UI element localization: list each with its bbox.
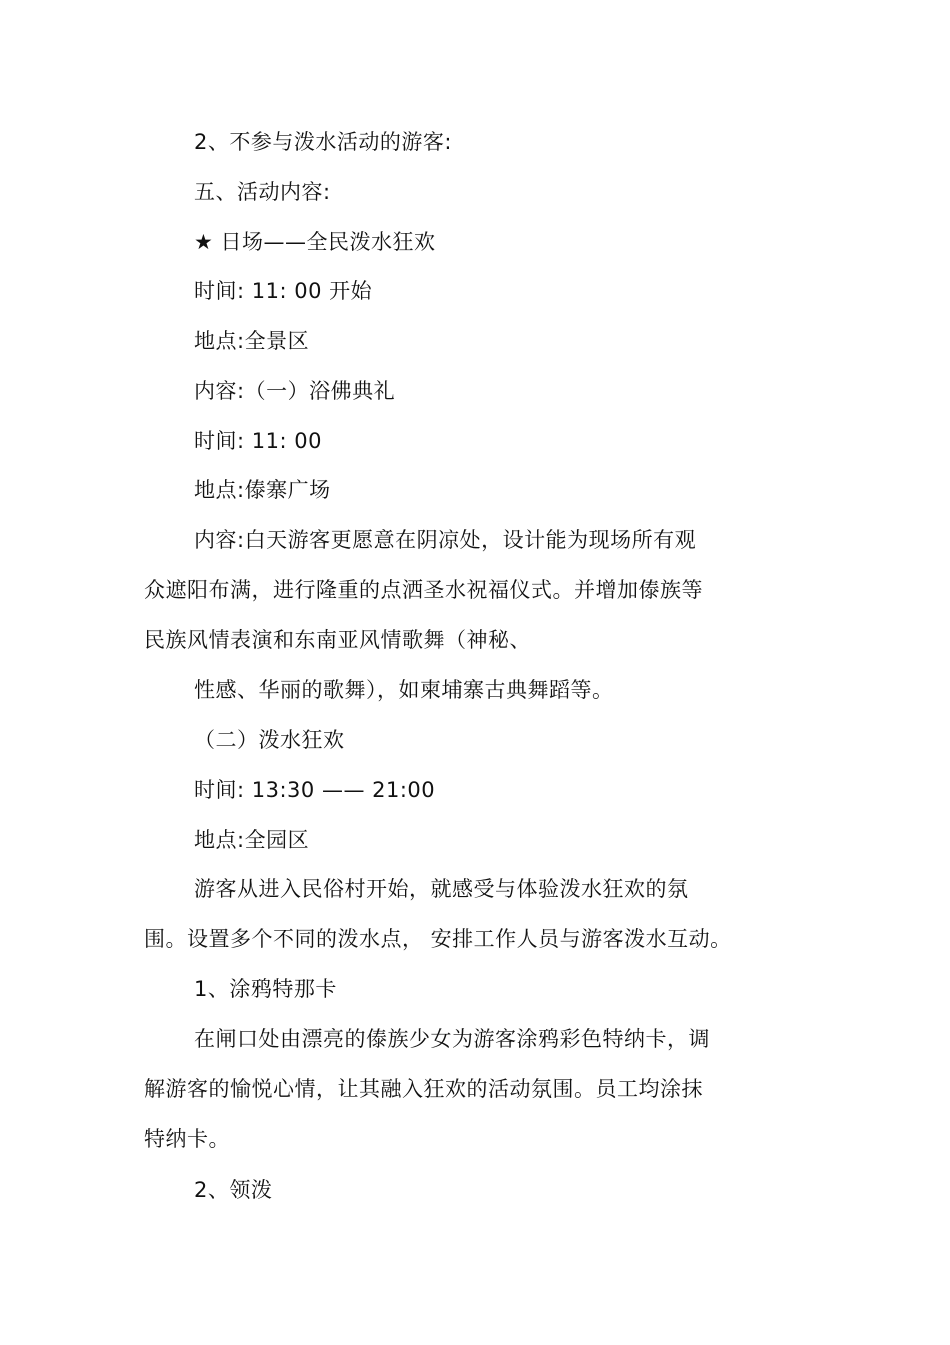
section-heading: 五、活动内容:	[194, 180, 331, 204]
text-line: 2、不参与泼水活动的游客:	[194, 130, 452, 154]
text-line: 1、涂鸦特那卡	[194, 977, 337, 1001]
text-line: 时间: 11: 00 开始	[194, 279, 373, 303]
text-line: ★ 日场——全民泼水狂欢	[194, 230, 436, 254]
text-line: 时间: 11: 00	[194, 429, 322, 453]
paragraph-line: 内容:白天游客更愿意在阴凉处，设计能为现场所有观	[194, 528, 697, 552]
text-line: 2、领泼	[194, 1178, 273, 1202]
paragraph-line: 特纳卡。	[144, 1127, 230, 1151]
text-line: （二）泼水狂欢	[194, 728, 345, 752]
text-line: 内容:（一）浴佛典礼	[194, 379, 396, 403]
text-line: 地点:全景区	[194, 329, 310, 353]
paragraph-line: 围。设置多个不同的泼水点， 安排工作人员与游客泼水互动。	[144, 927, 732, 951]
text-line: 地点:傣寨广场	[194, 478, 331, 502]
paragraph-line: 民族风情表演和东南亚风情歌舞（神秘、	[144, 628, 531, 652]
text-line: 地点:全园区	[194, 828, 310, 852]
paragraph-line: 众遮阳布满，进行隆重的点洒圣水祝福仪式。并增加傣族等	[144, 578, 703, 602]
paragraph-line: 性感、华丽的歌舞），如柬埔寨古典舞蹈等。	[194, 678, 614, 702]
text-line: 时间: 13:30 —— 21:00	[194, 778, 436, 802]
paragraph-line: 在闸口处由漂亮的傣族少女为游客涂鸦彩色特纳卡，调	[194, 1027, 710, 1051]
paragraph-line: 游客从进入民俗村开始，就感受与体验泼水狂欢的氛	[194, 877, 689, 901]
paragraph-line: 解游客的愉悦心情，让其融入狂欢的活动氛围。员工均涂抹	[144, 1077, 703, 1101]
